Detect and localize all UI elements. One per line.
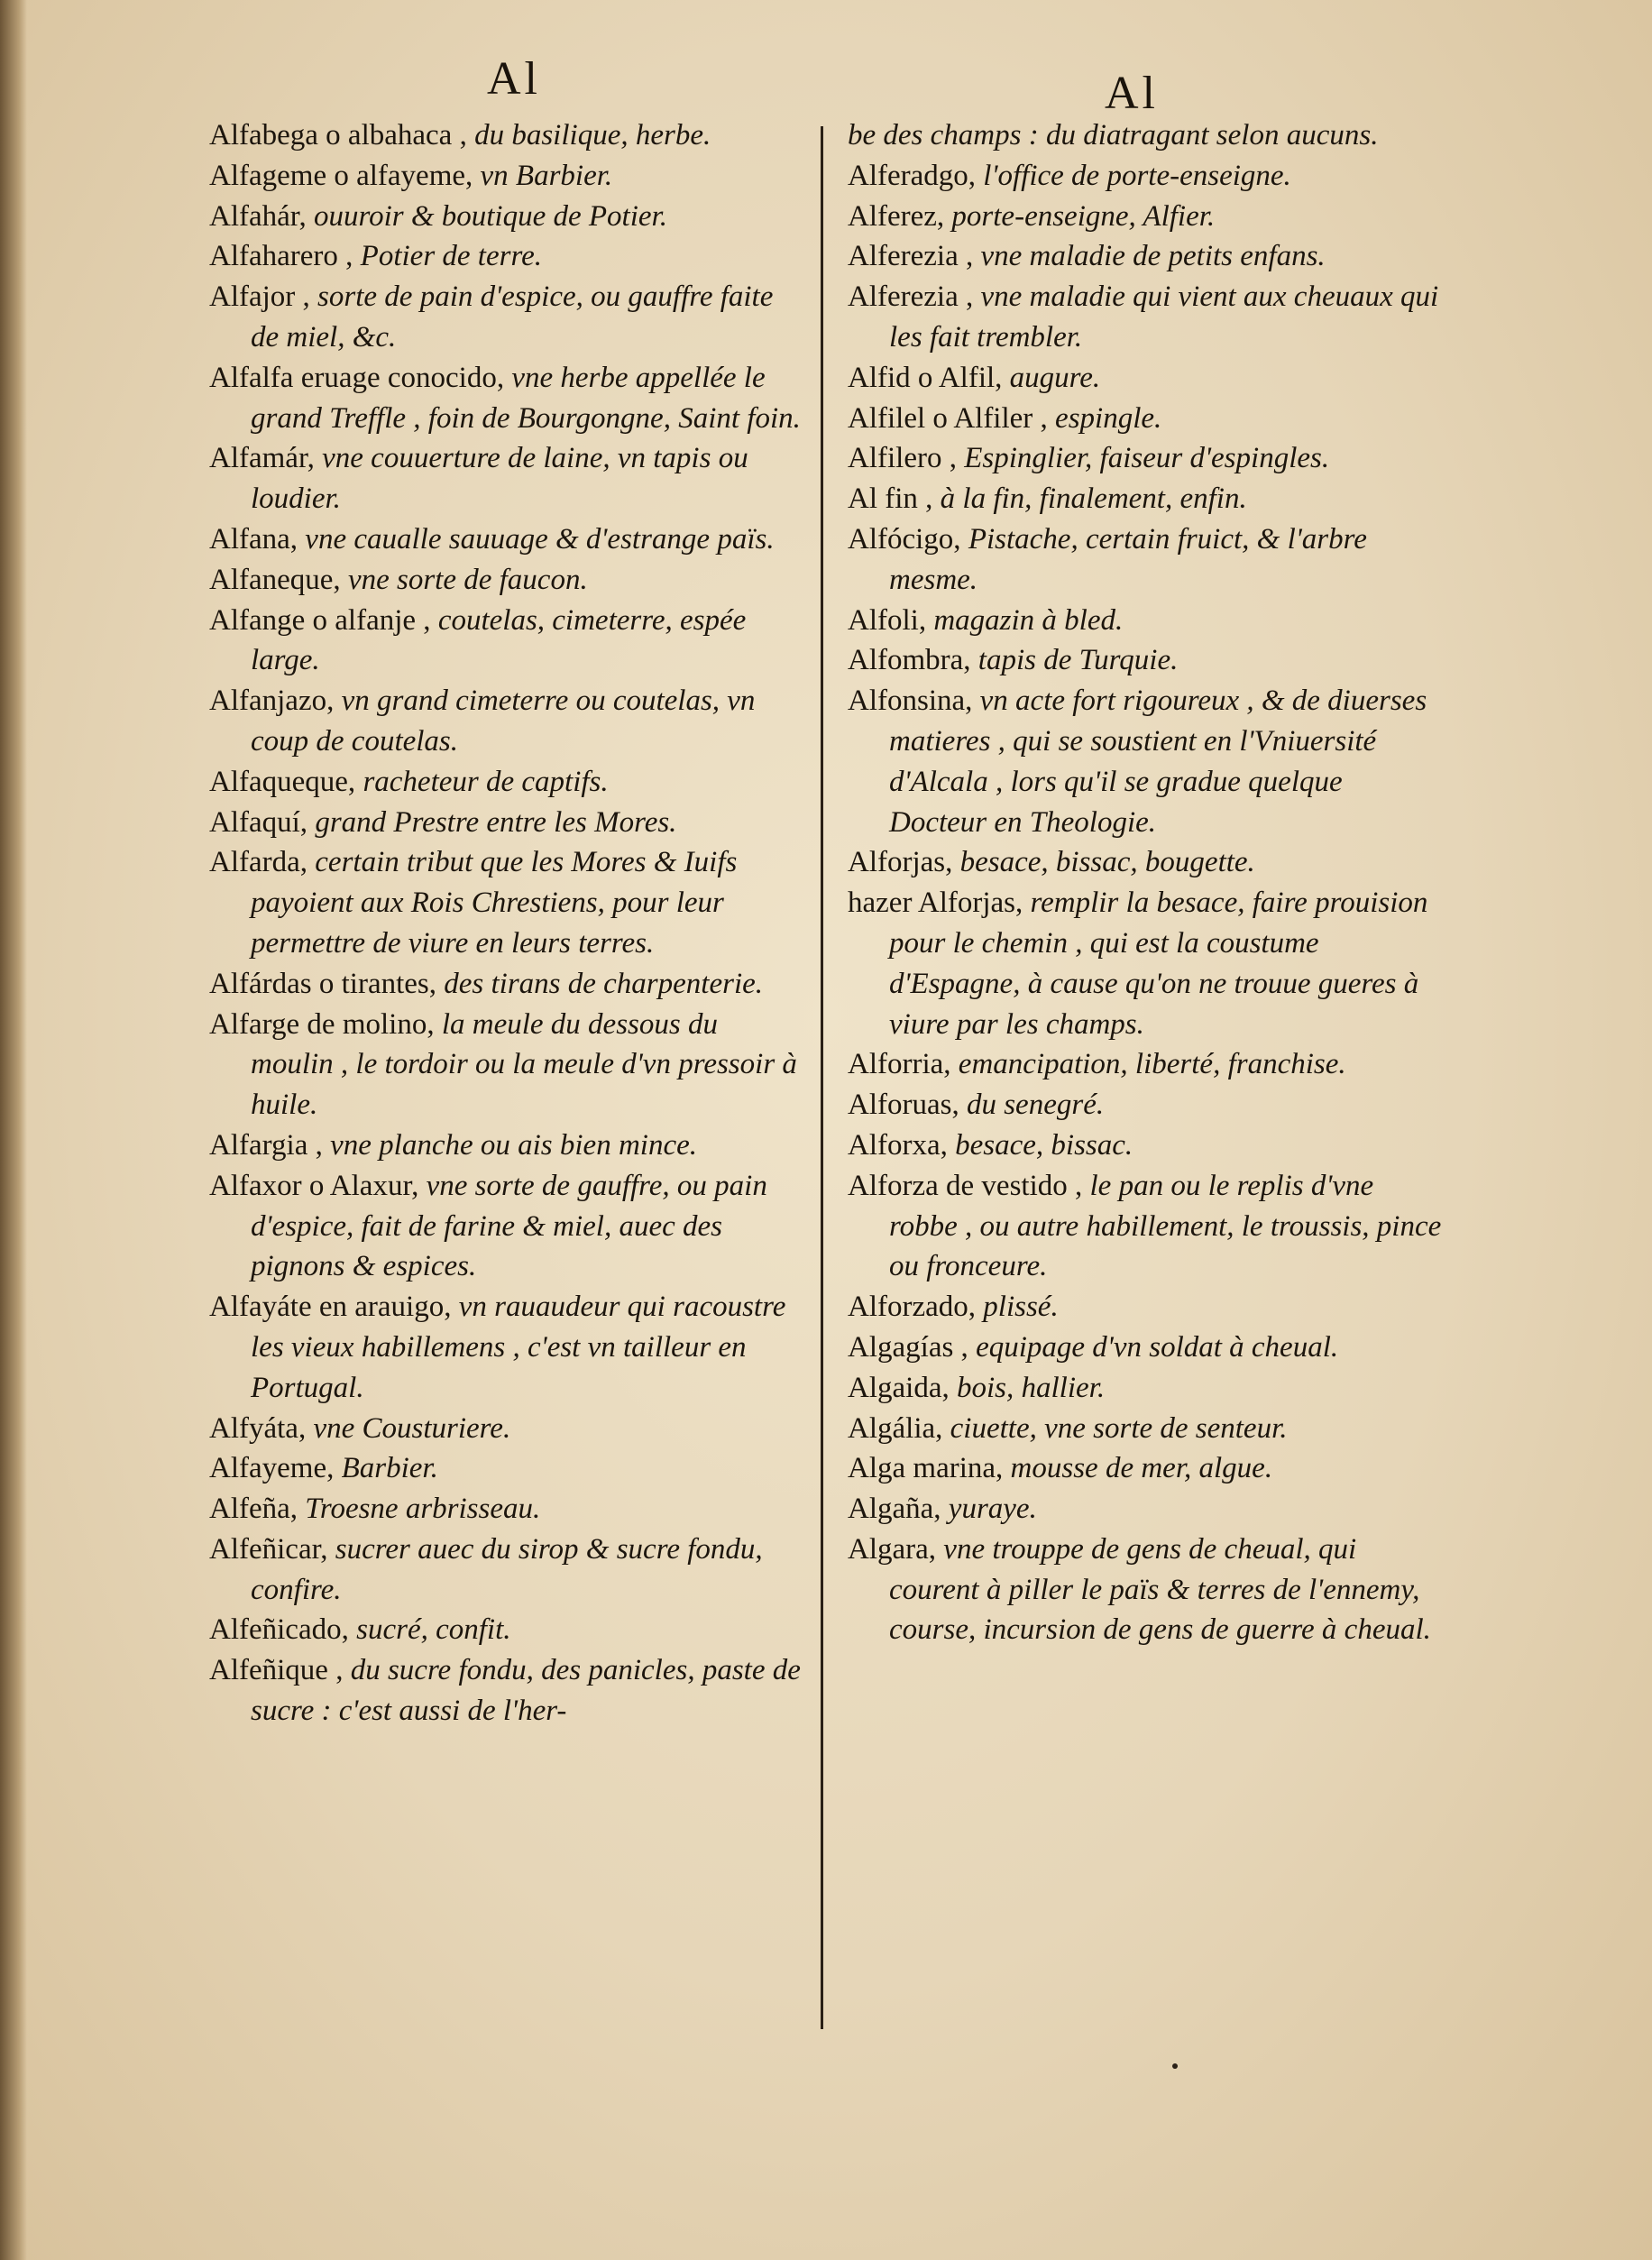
entry-headword: Alfajor ,	[209, 280, 318, 314]
dictionary-entry	[848, 358, 1443, 399]
entry-headword: Alfilel o Alfiler ,	[848, 401, 1056, 435]
dictionary-entry	[209, 236, 804, 277]
entry-headword: Alferez,	[848, 199, 952, 233]
dictionary-entry	[209, 519, 804, 560]
entry-headword: Algaida,	[848, 1371, 957, 1404]
dictionary-entry	[209, 601, 804, 682]
entry-definition: grand Prestre entre les Mores.	[315, 805, 677, 839]
entry-headword: Alfana,	[209, 522, 306, 556]
entry-headword: Alfange o alfanje ,	[209, 603, 438, 637]
dictionary-entry	[848, 1085, 1443, 1125]
entry-headword: Alforzado,	[848, 1291, 984, 1324]
entry-definition: magazin à bled.	[933, 603, 1124, 637]
dictionary-entry	[209, 156, 804, 197]
entry-definition: Troesne arbrisseau.	[305, 1493, 541, 1526]
entry-definition: ciuette, vne sorte de senteur.	[950, 1411, 1288, 1445]
dictionary-entry	[848, 236, 1443, 277]
entry-definition: vne couuerture de laine, vn tapis ou loudier.	[251, 442, 748, 516]
entry-headword: Alfid o Alfil,	[848, 361, 1010, 394]
dictionary-entry	[848, 681, 1443, 842]
entry-definition: Barbier.	[341, 1452, 438, 1485]
ink-dot	[1172, 2063, 1178, 2069]
entry-definition: augure.	[1009, 361, 1101, 394]
entry-definition: vne maladie qui vient aux cheuaux qui les fait trembler.	[889, 280, 1439, 354]
entry-definition: des tirans de charpenterie.	[444, 967, 764, 1000]
entry-definition: certain tribut que les Mores & Iuifs payoient aux Rois Chrestiens, pour leur permettre de viure en leurs terres.	[251, 846, 738, 960]
dictionary-entry	[848, 1448, 1443, 1489]
entry-definition: sorte de pain d'espice, ou gauffre faite de miel, &c.	[251, 280, 774, 354]
entry-headword: Alfaharero ,	[209, 240, 361, 273]
dictionary-entry	[209, 1448, 804, 1489]
dictionary-entry	[209, 358, 804, 439]
entry-headword: Alferezia ,	[848, 280, 981, 314]
dictionary-entry	[848, 1489, 1443, 1530]
entry-headword: Algagías ,	[848, 1330, 977, 1364]
dictionary-entry	[209, 842, 804, 963]
dictionary-entry	[848, 277, 1443, 358]
entry-headword: Alfageme o alfayeme,	[209, 159, 481, 192]
dictionary-entry	[848, 1287, 1443, 1328]
entry-definition: mousse de mer, algue.	[1010, 1452, 1273, 1485]
dictionary-entry	[848, 156, 1443, 197]
dictionary-entry	[848, 601, 1443, 641]
entry-definition: equipage d'vn soldat à cheual.	[976, 1330, 1339, 1364]
dictionary-entry	[209, 1166, 804, 1287]
dictionary-entry	[848, 842, 1443, 883]
entry-headword: Alfanjazo,	[209, 684, 342, 718]
dictionary-entry	[848, 1409, 1443, 1449]
entry-headword: Alfamár,	[209, 442, 323, 475]
dictionary-entry	[848, 399, 1443, 439]
dictionary-entry	[209, 1409, 804, 1449]
entry-headword: Alfayeme,	[209, 1452, 342, 1485]
dictionary-entry	[848, 519, 1443, 601]
entry-headword: Alfayáte en arauigo,	[209, 1291, 459, 1324]
entry-definition: à la fin, finalement, enfin.	[940, 482, 1247, 516]
dictionary-entry	[209, 964, 804, 1005]
dictionary-entry	[848, 1044, 1443, 1085]
dictionary-entry	[209, 560, 804, 601]
dictionary-entry	[848, 883, 1443, 1044]
entry-headword: Alforza de vestido ,	[848, 1169, 1090, 1202]
entry-headword: Alforxa,	[848, 1128, 956, 1162]
dictionary-entry	[209, 1650, 804, 1732]
entry-definition: vne Cousturiere.	[313, 1411, 511, 1445]
entry-headword: Alfaquí,	[209, 805, 316, 839]
entry-headword: Algália,	[848, 1411, 950, 1445]
entry-definition: Potier de terre.	[360, 240, 542, 273]
entry-definition: du basilique, herbe.	[474, 119, 711, 152]
entry-definition: ouuroir & boutique de Potier.	[313, 199, 667, 233]
entry-definition: coutelas, cimeterre, espée large.	[251, 603, 747, 677]
dictionary-entry	[209, 681, 804, 762]
dictionary-entry	[209, 197, 804, 237]
entry-headword: Alforjas,	[848, 846, 960, 879]
dictionary-entry	[848, 115, 1443, 156]
entry-definition: tapis de Turquie.	[977, 644, 1179, 677]
entry-headword: Alfócigo,	[848, 522, 968, 556]
entry-headword: Alfahár,	[209, 199, 314, 233]
entry-headword: Alfoli,	[848, 603, 934, 637]
entry-headword: Alfárdas o tirantes,	[209, 967, 445, 1000]
entry-definition: vn acte fort rigoureux , & de diuerses matieres , qui se soustient en l'Vniuersité d'Alcala , lors qu'il se gradue quelque Docteur en Theologie.	[889, 684, 1427, 839]
entry-definition: vn rauaudeur qui racoustre les vieux habillemens , c'est vn tailleur en Portugal.	[251, 1291, 786, 1404]
entry-definition: du sucre fondu, des panicles, paste de sucre : c'est aussi de l'her-	[251, 1654, 801, 1728]
dictionary-entry	[209, 115, 804, 156]
entry-headword: Alfalfa eruage conocido,	[209, 361, 512, 394]
entry-definition: remplir la besace, faire prouision pour le chemin , qui est la coustume d'Espagne, à cause qu'on ne trouue gueres à viure par les champs.	[889, 887, 1428, 1041]
entry-definition: porte-enseigne, Alfier.	[951, 199, 1216, 233]
entry-headword: Alfonsina,	[848, 684, 980, 718]
dictionary-entry	[848, 1368, 1443, 1409]
dictionary-entry	[848, 1328, 1443, 1368]
entry-headword: Alfeñicado,	[209, 1613, 357, 1647]
entry-headword: Alfabega o albahaca ,	[209, 119, 475, 152]
entry-headword: Alfaxor o Alaxur,	[209, 1169, 427, 1202]
entry-definition: vne sorte de faucon.	[347, 563, 588, 596]
entry-headword: Alfyáta,	[209, 1411, 314, 1445]
entry-headword: Alfarda,	[209, 846, 316, 879]
entry-definition: vne trouppe de gens de cheual, qui courent à piller le païs & terres de l'ennemy, course, incursion de gens de guerre à cheual.	[889, 1532, 1431, 1647]
entry-headword: Alfaqueque,	[209, 765, 363, 798]
entry-headword: Al fin ,	[848, 482, 941, 516]
dictionary-entry	[209, 1489, 804, 1530]
entry-definition: vn Barbier.	[480, 159, 613, 192]
entry-definition: vne planche ou ais bien mince.	[330, 1128, 697, 1162]
entry-definition: l'office de porte-enseigne.	[983, 159, 1291, 192]
entry-headword: Alforuas,	[848, 1089, 967, 1122]
dictionary-entry	[209, 803, 804, 843]
dictionary-entry	[209, 1530, 804, 1611]
left-column-header: Al	[487, 53, 541, 105]
dictionary-entry	[848, 640, 1443, 681]
entry-headword: Algaña,	[848, 1493, 949, 1526]
entry-headword: Alforria,	[848, 1048, 959, 1081]
entry-definition: du senegré.	[966, 1089, 1105, 1122]
entry-headword: Alfargia ,	[209, 1128, 331, 1162]
entry-headword: Alfaneque,	[209, 563, 348, 596]
entry-headword: Alfilero ,	[848, 442, 965, 475]
dictionary-entry	[209, 1005, 804, 1125]
dictionary-entry	[848, 1166, 1443, 1287]
dictionary-entry	[848, 438, 1443, 479]
entry-definition: espingle.	[1055, 401, 1162, 435]
page-gutter-shadow	[0, 0, 27, 2260]
dictionary-entry	[848, 1530, 1443, 1650]
column-divider	[821, 126, 823, 2029]
entry-definition: plissé.	[983, 1291, 1059, 1324]
entry-definition: vne sorte de gauffre, ou pain d'espice, fait de farine & miel, auec des pignons & espices.	[251, 1169, 767, 1283]
dictionary-entry	[848, 1125, 1443, 1166]
entry-headword: Alfeñicar,	[209, 1532, 335, 1566]
entry-headword: hazer Alforjas,	[848, 887, 1031, 920]
entry-definition: sucré, confit.	[356, 1613, 511, 1647]
entry-definition: vne maladie de petits enfans.	[980, 240, 1326, 273]
entry-definition: bois, hallier.	[956, 1371, 1106, 1404]
entry-headword: Alfeña,	[209, 1493, 306, 1526]
entry-headword: Algara,	[848, 1532, 944, 1566]
entry-headword: Alfombra,	[848, 644, 978, 677]
entry-definition: vne caualle sauuage & d'estrange païs.	[305, 522, 775, 556]
entry-definition: be des champs : du diatragant selon aucuns.	[848, 119, 1379, 152]
left-column	[209, 115, 804, 1732]
dictionary-entry	[848, 479, 1443, 519]
dictionary-entry	[848, 197, 1443, 237]
entry-headword: Alga marina,	[848, 1452, 1011, 1485]
dictionary-entry	[209, 1125, 804, 1166]
entry-definition: besace, bissac.	[955, 1128, 1133, 1162]
entry-headword: Alfarge de molino,	[209, 1007, 442, 1041]
entry-definition: vne herbe appellée le grand Treffle , foin de Bourgongne, Saint foin.	[251, 361, 801, 435]
dictionary-entry	[209, 277, 804, 358]
entry-headword: Alferadgo,	[848, 159, 984, 192]
dictionary-entry	[209, 1610, 804, 1650]
entry-definition: yuraye.	[948, 1493, 1037, 1526]
dictionary-entry	[209, 438, 804, 519]
entry-definition: racheteur de captifs.	[363, 765, 609, 798]
dictionary-entry	[209, 762, 804, 803]
right-column-header: Al	[1105, 68, 1159, 119]
entry-definition: le pan ou le replis d'vne robbe , ou autre habillement, le troussis, pince ou fronceure.	[889, 1169, 1442, 1283]
entry-headword: Alfeñique ,	[209, 1654, 351, 1687]
entry-definition: vn grand cimeterre ou coutelas, vn coup de coutelas.	[251, 684, 756, 758]
entry-definition: sucrer auec du sirop & sucre fondu, confire.	[251, 1532, 763, 1606]
entry-headword: Alferezia ,	[848, 240, 981, 273]
dictionary-entry	[209, 1287, 804, 1408]
entry-definition: Pistache, certain fruict, & l'arbre mesme.	[889, 522, 1367, 596]
entry-definition: besace, bissac, bougette.	[959, 846, 1255, 879]
entry-definition: emancipation, liberté, franchise.	[958, 1048, 1346, 1081]
entry-definition: Espinglier, faiseur d'espingles.	[964, 442, 1330, 475]
entry-definition: la meule du dessous du moulin , le tordoir ou la meule d'vn pressoir à huile.	[251, 1007, 797, 1122]
right-column	[848, 115, 1443, 1650]
